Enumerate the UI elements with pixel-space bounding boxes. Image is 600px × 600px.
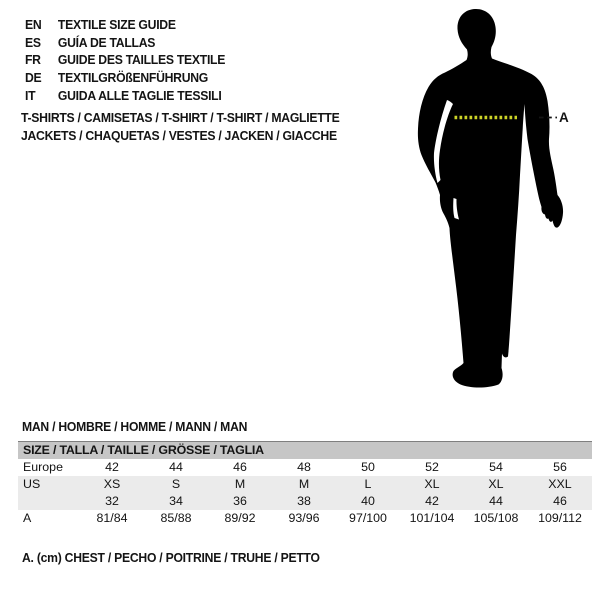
size-value: 48 [297, 459, 311, 474]
row-label: A [23, 510, 32, 525]
size-value: 32 [105, 493, 119, 508]
size-value: 93/96 [288, 510, 320, 525]
size-value: 40 [361, 493, 375, 508]
language-label: GUÍA DE TALLAS [57, 34, 156, 50]
language-label: TEXTILE SIZE GUIDE [57, 17, 176, 32]
size-value: 46 [233, 459, 247, 474]
language-row [25, 34, 225, 52]
size-value: L [364, 476, 372, 491]
table-row-uk [18, 493, 592, 510]
size-value: XL [488, 476, 504, 491]
size-value: 46 [553, 493, 567, 508]
language-code: IT [25, 87, 36, 103]
language-label: TEXTILGRÖßENFÜHRUNG [57, 70, 209, 86]
language-code: DE [25, 70, 42, 86]
section-title: MAN / HOMBRE / HOMME / MANN / MAN [22, 419, 248, 434]
size-value: 109/112 [538, 510, 582, 525]
size-value: XS [103, 476, 121, 491]
size-value: 89/92 [224, 510, 256, 525]
man-silhouette [390, 0, 600, 420]
measure-label-a: A [559, 110, 569, 125]
language-code: FR [25, 52, 41, 68]
language-row [25, 69, 225, 87]
size-value: 44 [169, 459, 183, 474]
category-tshirts: T-SHIRTS / CAMISETAS / T-SHIRT / T-SHIRT / MAGLIETTE [21, 110, 340, 125]
size-value: 81/84 [96, 510, 128, 525]
size-value: 34 [169, 493, 183, 508]
size-value: S [171, 476, 181, 491]
row-label: Europe [23, 459, 63, 474]
size-value: 56 [553, 459, 567, 474]
size-value: 101/104 [409, 510, 455, 525]
language-label: GUIDA ALLE TAGLIE TESSILI [57, 87, 222, 103]
size-value: 85/88 [160, 510, 192, 525]
size-value: 36 [233, 493, 247, 508]
measurement-footnote: A. (cm) CHEST / PECHO / POITRINE / TRUHE / PETTO [22, 550, 320, 565]
language-code: EN [25, 17, 42, 32]
size-value: 44 [489, 493, 503, 508]
row-label [18, 493, 80, 510]
man-body-shape [418, 9, 563, 388]
table-row-us [18, 476, 592, 493]
table-row-chest [18, 510, 592, 527]
language-list [25, 16, 238, 105]
table-row-europe [18, 459, 592, 476]
size-table-header: SIZE / TALLA / TAILLE / GRÖSSE / TAGLIA [18, 442, 592, 459]
language-row [25, 87, 225, 105]
size-value: 105/108 [473, 510, 519, 525]
language-row [25, 16, 225, 34]
size-value: 38 [297, 493, 311, 508]
size-value: 42 [425, 493, 439, 508]
size-value: M [298, 476, 310, 491]
size-value: 97/100 [349, 510, 387, 525]
language-row [25, 51, 225, 69]
size-value: 52 [425, 459, 439, 474]
size-value: 54 [489, 459, 503, 474]
category-lines [21, 109, 360, 146]
size-table [18, 441, 592, 527]
size-value: 42 [105, 459, 119, 474]
row-label: US [23, 476, 41, 491]
category-jackets: JACKETS / CHAQUETAS / VESTES / JACKEN / GIACCHE [21, 128, 337, 144]
language-label: GUIDE DES TAILLES TEXTILE [57, 52, 226, 68]
language-code: ES [25, 34, 41, 50]
size-value: 50 [361, 459, 375, 474]
size-value: XXL [548, 476, 572, 491]
size-value: M [234, 476, 246, 491]
size-value: XL [424, 476, 440, 491]
